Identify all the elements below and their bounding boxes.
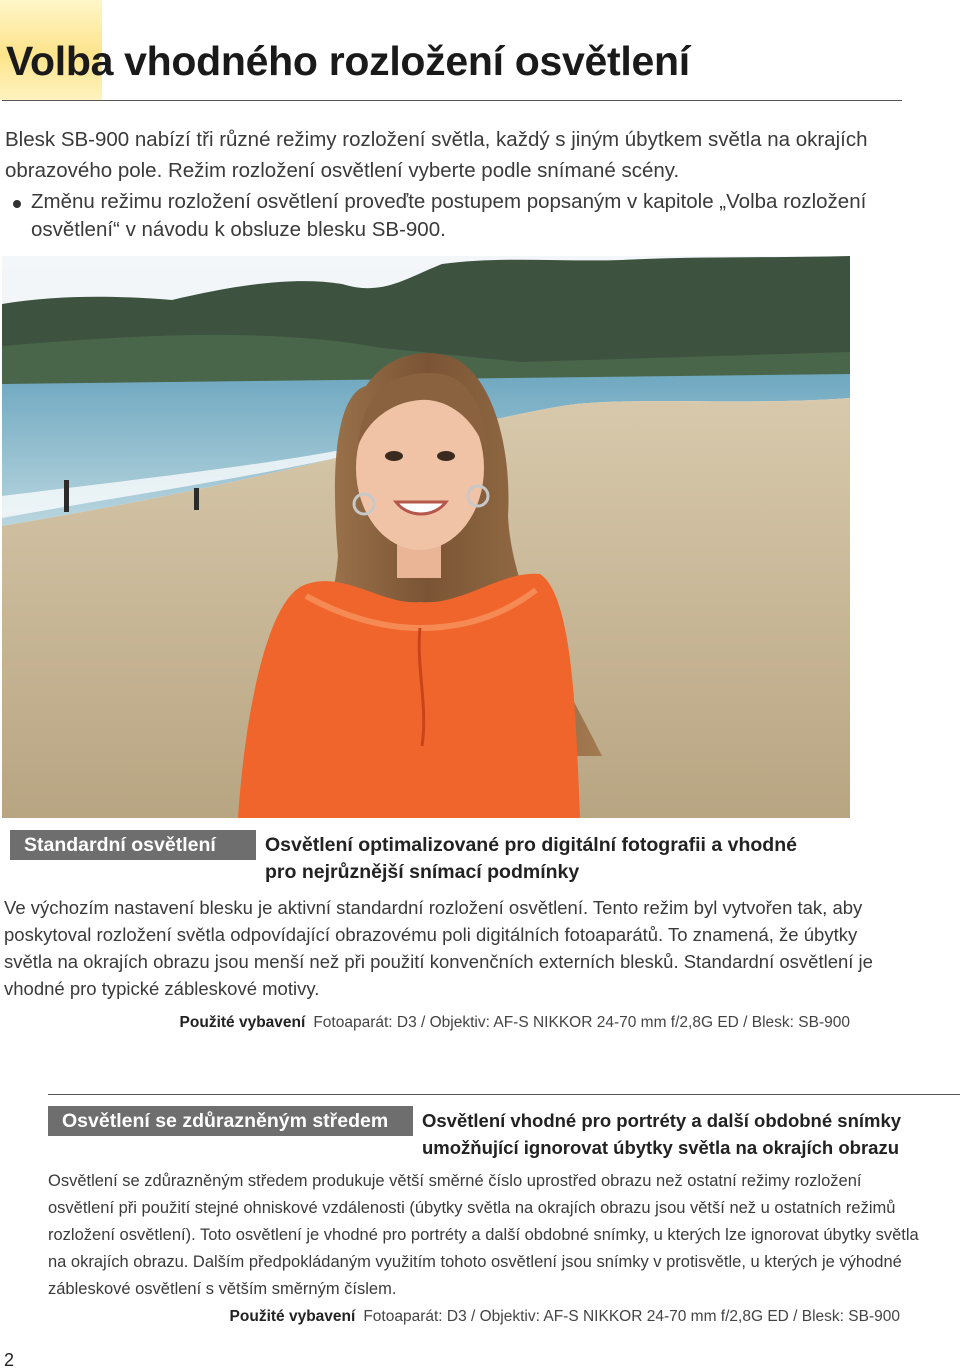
intro-text bbox=[5, 124, 905, 244]
section-divider bbox=[48, 1094, 960, 1095]
right-eye bbox=[437, 451, 455, 461]
standard-lighting-body: Ve výchozím nastavení blesku je aktivní standardní rozložení osvětlení. Tento režim byl vytvořen tak, aby poskytoval rozložení světla odpovídající obrazovému poli digitálních fotoaparátů. To znamená, že úbytky světla na okrajích obrazu jsou menší než při použití konvenčních externích blesků. Standardní osvětlení je vhodné pro typické zábleskové motivy. bbox=[4, 897, 873, 999]
equipment-used-1 bbox=[180, 1014, 850, 1032]
intro-bullet bbox=[5, 188, 905, 244]
beach-portrait-photo bbox=[2, 256, 850, 818]
equipment-value: Fotoaparát: D3 / Objektiv: AF-S NIKKOR 24-70 mm f/2,8G ED / Blesk: SB-900 bbox=[313, 1014, 850, 1031]
center-weighted-body: Osvětlení se zdůrazněným středem produkuje větší směrné číslo uprostřed obrazu než ostatní režimy rozložení osvětlení při použití stejné ohniskové vzdálenosti (úbytky světla na okrajích obrazu jsou větší než u ostatních režimů rozložení osvětlení). Toto osvětlení je vhodné pro portréty a další obdobné snímky, u kterých lze ignorovat úbytky světla na okrajích obrazu. Dalším předpokládaným využitím tohoto osvětlení jsou snímky v protisvětle, u kterých je výhodné zábleskové osvětlení s větším směrným číslem. bbox=[48, 1172, 919, 1298]
portrait-illustration bbox=[2, 256, 850, 818]
distant-person-1 bbox=[64, 480, 69, 512]
equipment-label: Použité vybavení bbox=[179, 1014, 306, 1031]
intro-bullet-text: Změnu režimu rozložení osvětlení proveďte postupem popsaným v kapitole „Volba rozložení osvětlení“ v návodu k obsluze blesku SB-900. bbox=[31, 190, 867, 241]
subhead-line: umožňující ignorovat úbytky světla na okrajích obrazu bbox=[422, 1137, 899, 1158]
left-eye bbox=[385, 451, 403, 461]
equipment-value: Fotoaparát: D3 / Objektiv: AF-S NIKKOR 24-70 mm f/2,8G ED / Blesk: SB-900 bbox=[363, 1308, 900, 1325]
title-divider bbox=[2, 100, 902, 101]
standard-lighting-subhead bbox=[265, 832, 865, 886]
equipment-label: Použité vybavení bbox=[229, 1308, 356, 1325]
bullet-icon bbox=[13, 200, 21, 208]
distant-person-2 bbox=[194, 488, 199, 510]
standard-lighting-badge: Standardní osvětlení bbox=[10, 830, 256, 860]
equipment-used-2 bbox=[230, 1308, 900, 1326]
page-number: 2 bbox=[4, 1350, 15, 1370]
subhead-line: pro nejrůznější snímací podmínky bbox=[265, 861, 580, 883]
page-title: Volba vhodného rozložení osvětlení bbox=[6, 38, 690, 84]
intro-paragraph: Blesk SB-900 nabízí tři různé režimy rozložení světla, každý s jiným úbytkem světla na okrajích obrazového pole. Režim rozložení osvětlení vyberte podle snímané scény. bbox=[5, 128, 868, 182]
subhead-line: Osvětlení optimalizované pro digitální fotografii a vhodné bbox=[265, 834, 797, 856]
subhead-line: Osvětlení vhodné pro portréty a další obdobné snímky bbox=[422, 1110, 902, 1131]
center-weighted-subhead bbox=[422, 1107, 922, 1161]
orange-dress bbox=[238, 574, 580, 818]
center-weighted-badge: Osvětlení se zdůrazněným středem bbox=[48, 1106, 413, 1136]
